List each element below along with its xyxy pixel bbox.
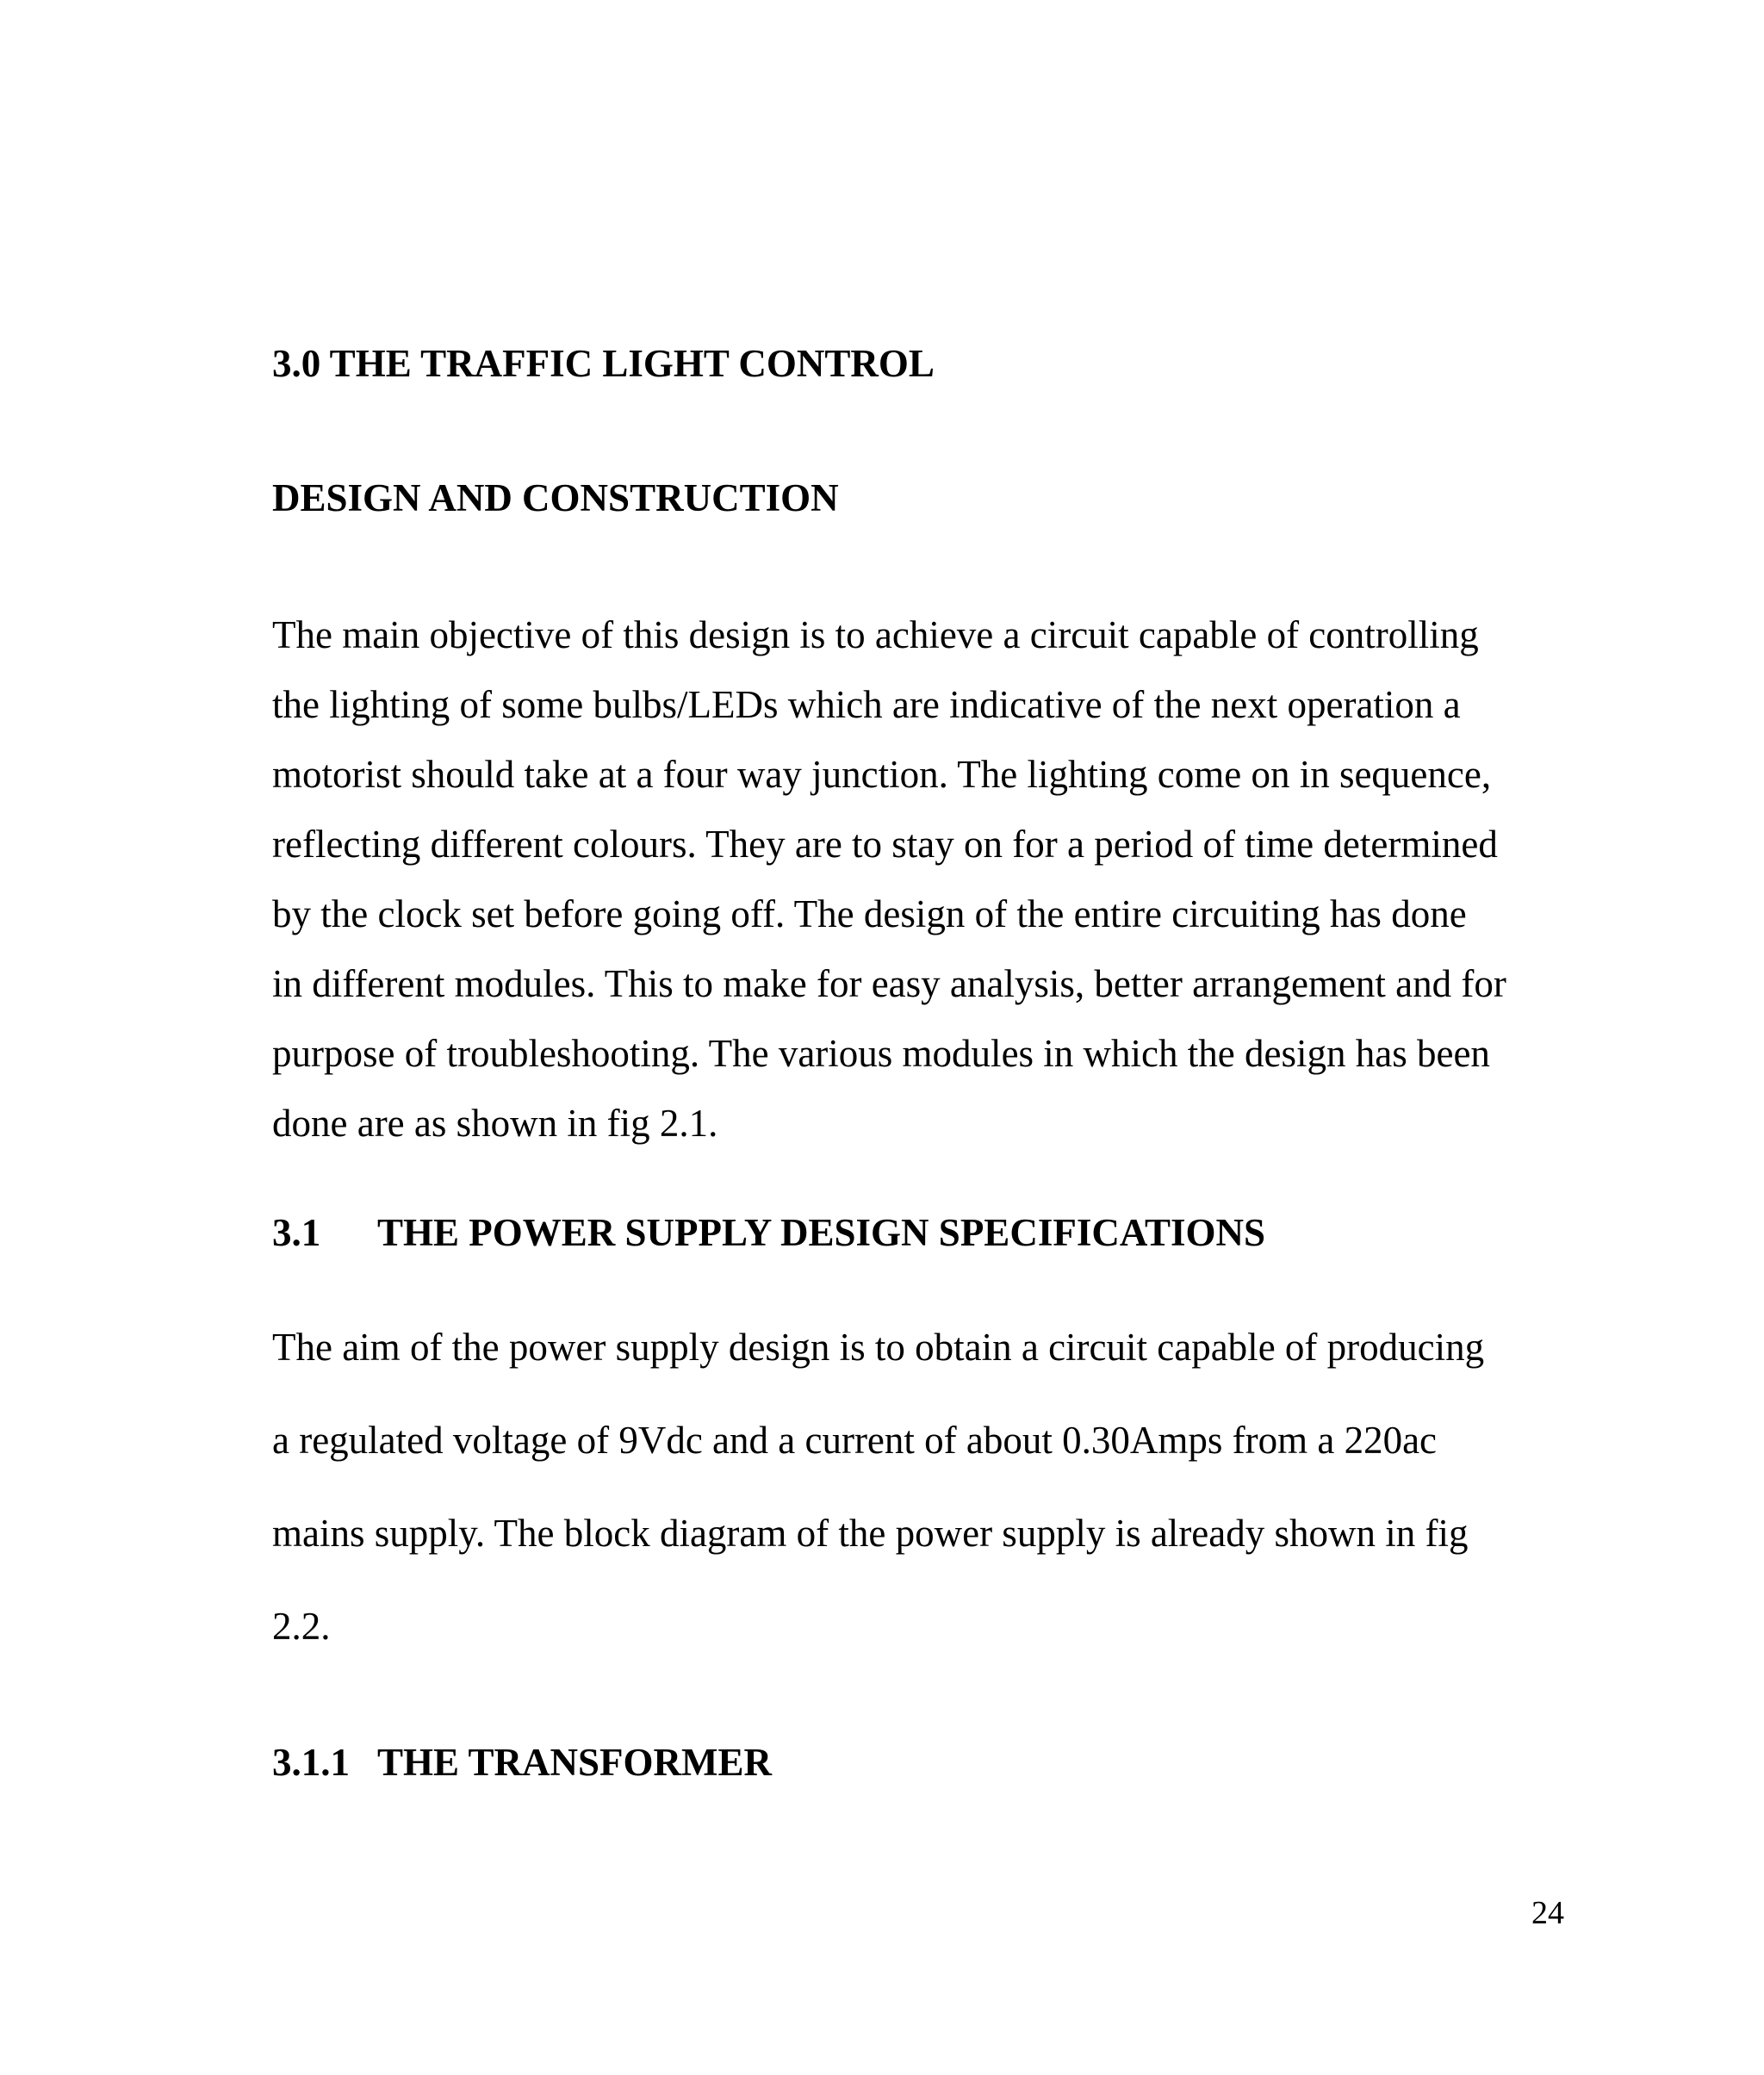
paragraph-line: purpose of troubleshooting. The various modules in which the design has been: [272, 1032, 1490, 1075]
paragraph-line: motorist should take at a four way junction. The lighting come on in sequence,: [272, 753, 1492, 796]
paragraph-line: mains supply. The block diagram of the power supply is already shown in fig: [272, 1512, 1469, 1555]
paragraph-line: reflecting different colours. They are to stay on for a period of time determined: [272, 823, 1498, 866]
subsubsection-number: 3.1.1: [272, 1741, 350, 1784]
paragraph-line: a regulated voltage of 9Vdc and a current of about 0.30Amps from a 220ac: [272, 1419, 1438, 1462]
paragraph-line: in different modules. This to make for easy analysis, better arrangement and for: [272, 962, 1506, 1005]
subsubsection-heading: [272, 1743, 772, 1782]
intro-paragraph: [272, 600, 1506, 1159]
paragraph-line: by the clock set before going off. The design of the entire circuiting has done: [272, 892, 1467, 935]
subsection-heading: [272, 1211, 1266, 1254]
power-supply-paragraph: [272, 1301, 1484, 1673]
paragraph-line: 2.2.: [272, 1605, 331, 1648]
paragraph-line: The main objective of this design is to achieve a circuit capable of controlling: [272, 613, 1479, 656]
subsection-title: THE POWER SUPPLY DESIGN SPECIFICATIONS: [377, 1211, 1266, 1254]
page-number: 24: [1531, 1895, 1564, 1931]
paragraph-line: the lighting of some bulbs/LEDs which are indicative of the next operation a: [272, 683, 1461, 726]
subsubsection-title: THE TRANSFORMER: [377, 1741, 772, 1784]
subsection-number: 3.1: [272, 1211, 321, 1254]
paragraph-line: done are as shown in fig 2.1.: [272, 1102, 718, 1145]
section-title-line-1: 3.0 THE TRAFFIC LIGHT CONTROL: [272, 342, 935, 385]
section-title-line-2: DESIGN AND CONSTRUCTION: [272, 476, 839, 519]
paragraph-line: The aim of the power supply design is to obtain a circuit capable of producing: [272, 1326, 1485, 1369]
